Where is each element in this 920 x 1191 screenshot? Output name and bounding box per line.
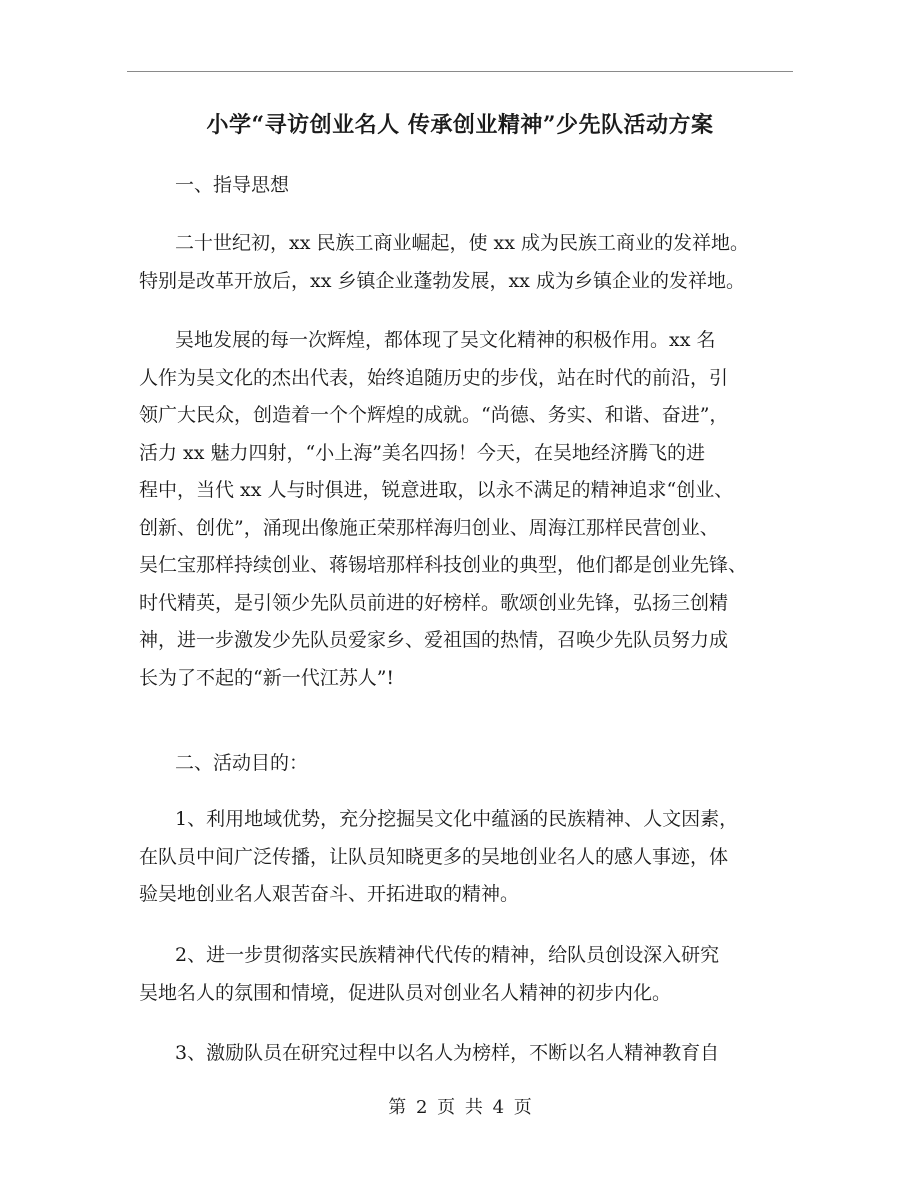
section-heading-activity-goals: 二、活动目的： bbox=[175, 752, 309, 774]
paragraph-line: 活力 xx 魅力四射，“小上海”美名四扬！今天，在吴地经济腾飞的进 bbox=[139, 441, 705, 464]
paragraph-line: 长为了不起的“新一代江苏人”! bbox=[139, 666, 395, 689]
paragraph-line: 神，进一步激发少先队员爱家乡、爱祖国的热情，召唤少先队员努力成 bbox=[139, 629, 729, 651]
paragraph-intro bbox=[139, 228, 799, 303]
paragraph-goal-1 bbox=[139, 804, 799, 917]
header-rule bbox=[127, 71, 793, 72]
paragraph-line: 领广大民众，创造着一个个辉煌的成就。“尚德、务实、和谐、奋进”， bbox=[139, 404, 729, 426]
paragraph-goal-2 bbox=[139, 940, 799, 1015]
paragraph-line: 验吴地创业名人艰苦奋斗、开拓进取的精神。 bbox=[139, 883, 520, 905]
paragraph-line: 吴地名人的氛围和情境，促进队员对创业名人精神的初步内化。 bbox=[139, 981, 672, 1004]
paragraph-line: 创新、创优”，涌现出像施正荣那样海归创业、周海江那样民营创业、 bbox=[139, 516, 719, 539]
document-title: 小学“寻访创业名人 传承创业精神”少先队活动方案 bbox=[206, 112, 714, 138]
paragraph-line: 吴地发展的每一次辉煌，都体现了吴文化精神的积极作用。xx 名 bbox=[175, 329, 716, 351]
page-number-footer: 第 2 页 共 4 页 bbox=[388, 1097, 532, 1118]
paragraph-goal-3 bbox=[139, 1038, 799, 1076]
paragraph-line: 特别是改革开放后，xx 乡镇企业蓬勃发展，xx 成为乡镇企业的发祥地。 bbox=[139, 269, 745, 292]
paragraph-line: 人作为吴文化的杰出代表，始终追随历史的步伐，站在时代的前沿，引 bbox=[139, 366, 729, 389]
paragraph-line: 程中，当代 xx 人与时俱进，锐意进取，以永不满足的精神追求“创业、 bbox=[139, 479, 734, 501]
paragraph-line: 1、利用地域优势，充分挖掘吴文化中蕴涵的民族精神、人文因素， bbox=[175, 808, 739, 830]
paragraph-line: 在队员中间广泛传播，让队员知晓更多的吴地创业名人的感人事迹，体 bbox=[139, 845, 729, 868]
paragraph-line: 2、进一步贯彻落实民族精神代代传的精神，给队员创设深入研究 bbox=[175, 944, 720, 966]
paragraph-wu-development bbox=[139, 325, 799, 700]
paragraph-line: 3、激励队员在研究过程中以名人为榜样，不断以名人精神教育自 bbox=[175, 1042, 720, 1064]
section-heading-guiding-ideology: 一、指导思想 bbox=[175, 174, 290, 196]
paragraph-line: 吴仁宝那样持续创业、蒋锡培那样科技创业的典型，他们都是创业先锋、 bbox=[139, 554, 748, 576]
paragraph-line: 二十世纪初，xx 民族工商业崛起，使 xx 成为民族工商业的发祥地。 bbox=[175, 232, 749, 254]
paragraph-line: 时代精英，是引领少先队员前进的好榜样。歌颂创业先锋，弘扬三创精 bbox=[139, 591, 729, 614]
